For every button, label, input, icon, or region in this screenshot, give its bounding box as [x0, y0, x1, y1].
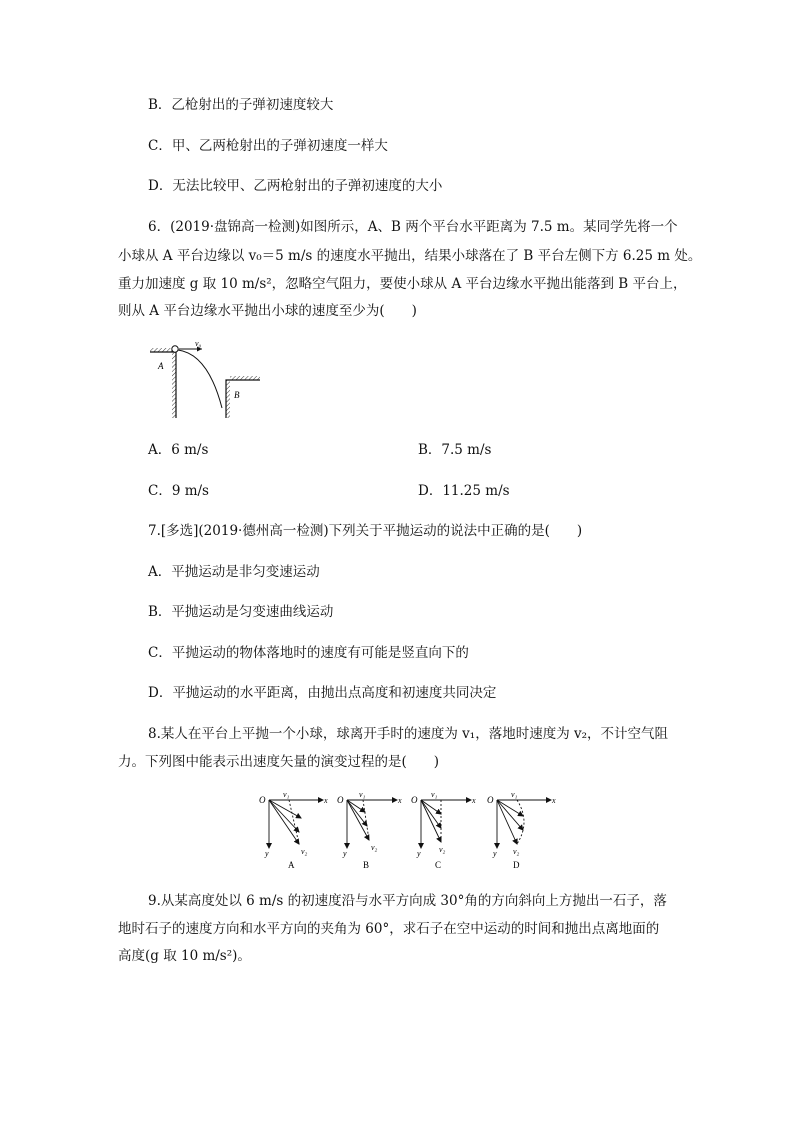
panel-b [337, 790, 402, 870]
q7-option-a: A．平抛运动是非匀变速运动 [148, 564, 320, 580]
panel-a-y-label: y [265, 849, 269, 858]
q7-option-b: B．平抛运动是匀变速曲线运动 [148, 604, 334, 620]
label-a: A [158, 361, 164, 371]
panel-b-origin: O [337, 795, 344, 805]
panel-b-v2-label: v₂ [371, 843, 378, 852]
panel-c-caption: C [435, 860, 442, 870]
platform-b-wall-hatch [226, 380, 230, 418]
platform-a-wall-hatch [172, 352, 176, 418]
q8-velocity-vector-figure [255, 788, 565, 872]
q6-platform-figure [146, 338, 266, 420]
ball [172, 346, 178, 352]
panel-c-v1-label: v₁ [431, 790, 438, 799]
q8-stem-line-1: 8.某人在平台上平抛一个小球，球离开手时的速度为 v₁，落地时速度为 v₂，不计空气阻 [148, 726, 669, 742]
panel-b-x-label: x [398, 796, 402, 805]
panel-d-v1-label: v₁ [511, 790, 518, 799]
q6-stem-line-3: 重力加速度 g 取 10 m/s²，忽略空气阻力，要使小球从 A 平台边缘水平抛出能落到 B 平台上， [118, 276, 687, 292]
panel-b-v1-label: v₁ [359, 790, 366, 799]
panel-a-origin: O [259, 795, 266, 805]
panel-d-caption: D [513, 860, 520, 870]
platform-a-top-hatch [150, 348, 172, 352]
v0-label: v₀ [195, 339, 202, 348]
panel-d-x-label: x [552, 796, 556, 805]
panel-c-y-label: y [417, 849, 421, 858]
q6-stem-line-1: 6．(2019·盘锦高一检测)如图所示，A、B 两个平台水平距离为 7.5 m。某同学先将一个 [148, 219, 678, 235]
q9-stem-line-3: 高度(g 取 10 m/s²)。 [118, 948, 251, 964]
panel-a [259, 790, 328, 870]
q6-option-a: A．6 m/s [148, 442, 209, 458]
q7-option-d: D．平抛运动的水平距离，由抛出点高度和初速度共同决定 [148, 685, 497, 701]
panel-c [411, 790, 476, 870]
panel-a-x-label: x [324, 796, 328, 805]
panel-d [487, 790, 556, 870]
platform-b-top-hatch [230, 376, 260, 380]
panel-d-v2-label: v₂ [513, 847, 520, 856]
panel-a-v2-label: v₂ [301, 847, 308, 856]
q5-option-b: B．乙枪射出的子弹初速度较大 [148, 97, 334, 113]
panel-d-y-label: y [493, 849, 497, 858]
panel-c-x-label: x [472, 796, 476, 805]
q9-stem-line-1: 9.从某高度处以 6 m/s 的初速度沿与水平方向成 30°角的方向斜向上方抛出一石子，落 [148, 893, 667, 909]
panel-a-v1-label: v₁ [283, 790, 290, 799]
q6-option-b: B．7.5 m/s [418, 442, 492, 458]
label-b: B [234, 390, 240, 400]
q8-stem-line-2: 力。下列图中能表示出速度矢量的演变过程的是( ) [118, 754, 440, 770]
q6-option-d: D．11.25 m/s [418, 483, 510, 499]
panel-c-v2-label: v₂ [439, 845, 446, 854]
q6-stem-line-4: 则从 A 平台边缘水平抛出小球的速度至少为( ) [118, 303, 417, 319]
panel-a-caption: A [288, 860, 295, 870]
q6-stem-line-2: 小球从 A 平台边缘以 v₀＝5 m/s 的速度水平抛出，结果小球落在了 B 平台左侧下方 6.25 m 处。 [118, 248, 702, 264]
platform-b-edge [226, 380, 260, 418]
q9-stem-line-2: 地时石子的速度方向和水平方向的夹角为 60°，求石子在空中运动的时间和抛出点离地面的 [118, 921, 660, 937]
trajectory-curve [178, 350, 222, 408]
q6-option-c: C．9 m/s [148, 483, 209, 499]
panel-b-caption: B [363, 860, 370, 870]
panel-b-y-label: y [343, 849, 347, 858]
panel-d-origin: O [487, 795, 494, 805]
q5-option-c: C．甲、乙两枪射出的子弹初速度一样大 [148, 138, 388, 154]
q7-stem: 7.[多选](2019·德州高一检测)下列关于平抛运动的说法中正确的是( ) [148, 523, 583, 539]
panel-c-origin: O [411, 795, 418, 805]
q5-option-d: D．无法比较甲、乙两枪射出的子弹初速度的大小 [148, 178, 443, 194]
q7-option-c: C．平抛运动的物体落地时的速度有可能是竖直向下的 [148, 645, 469, 661]
